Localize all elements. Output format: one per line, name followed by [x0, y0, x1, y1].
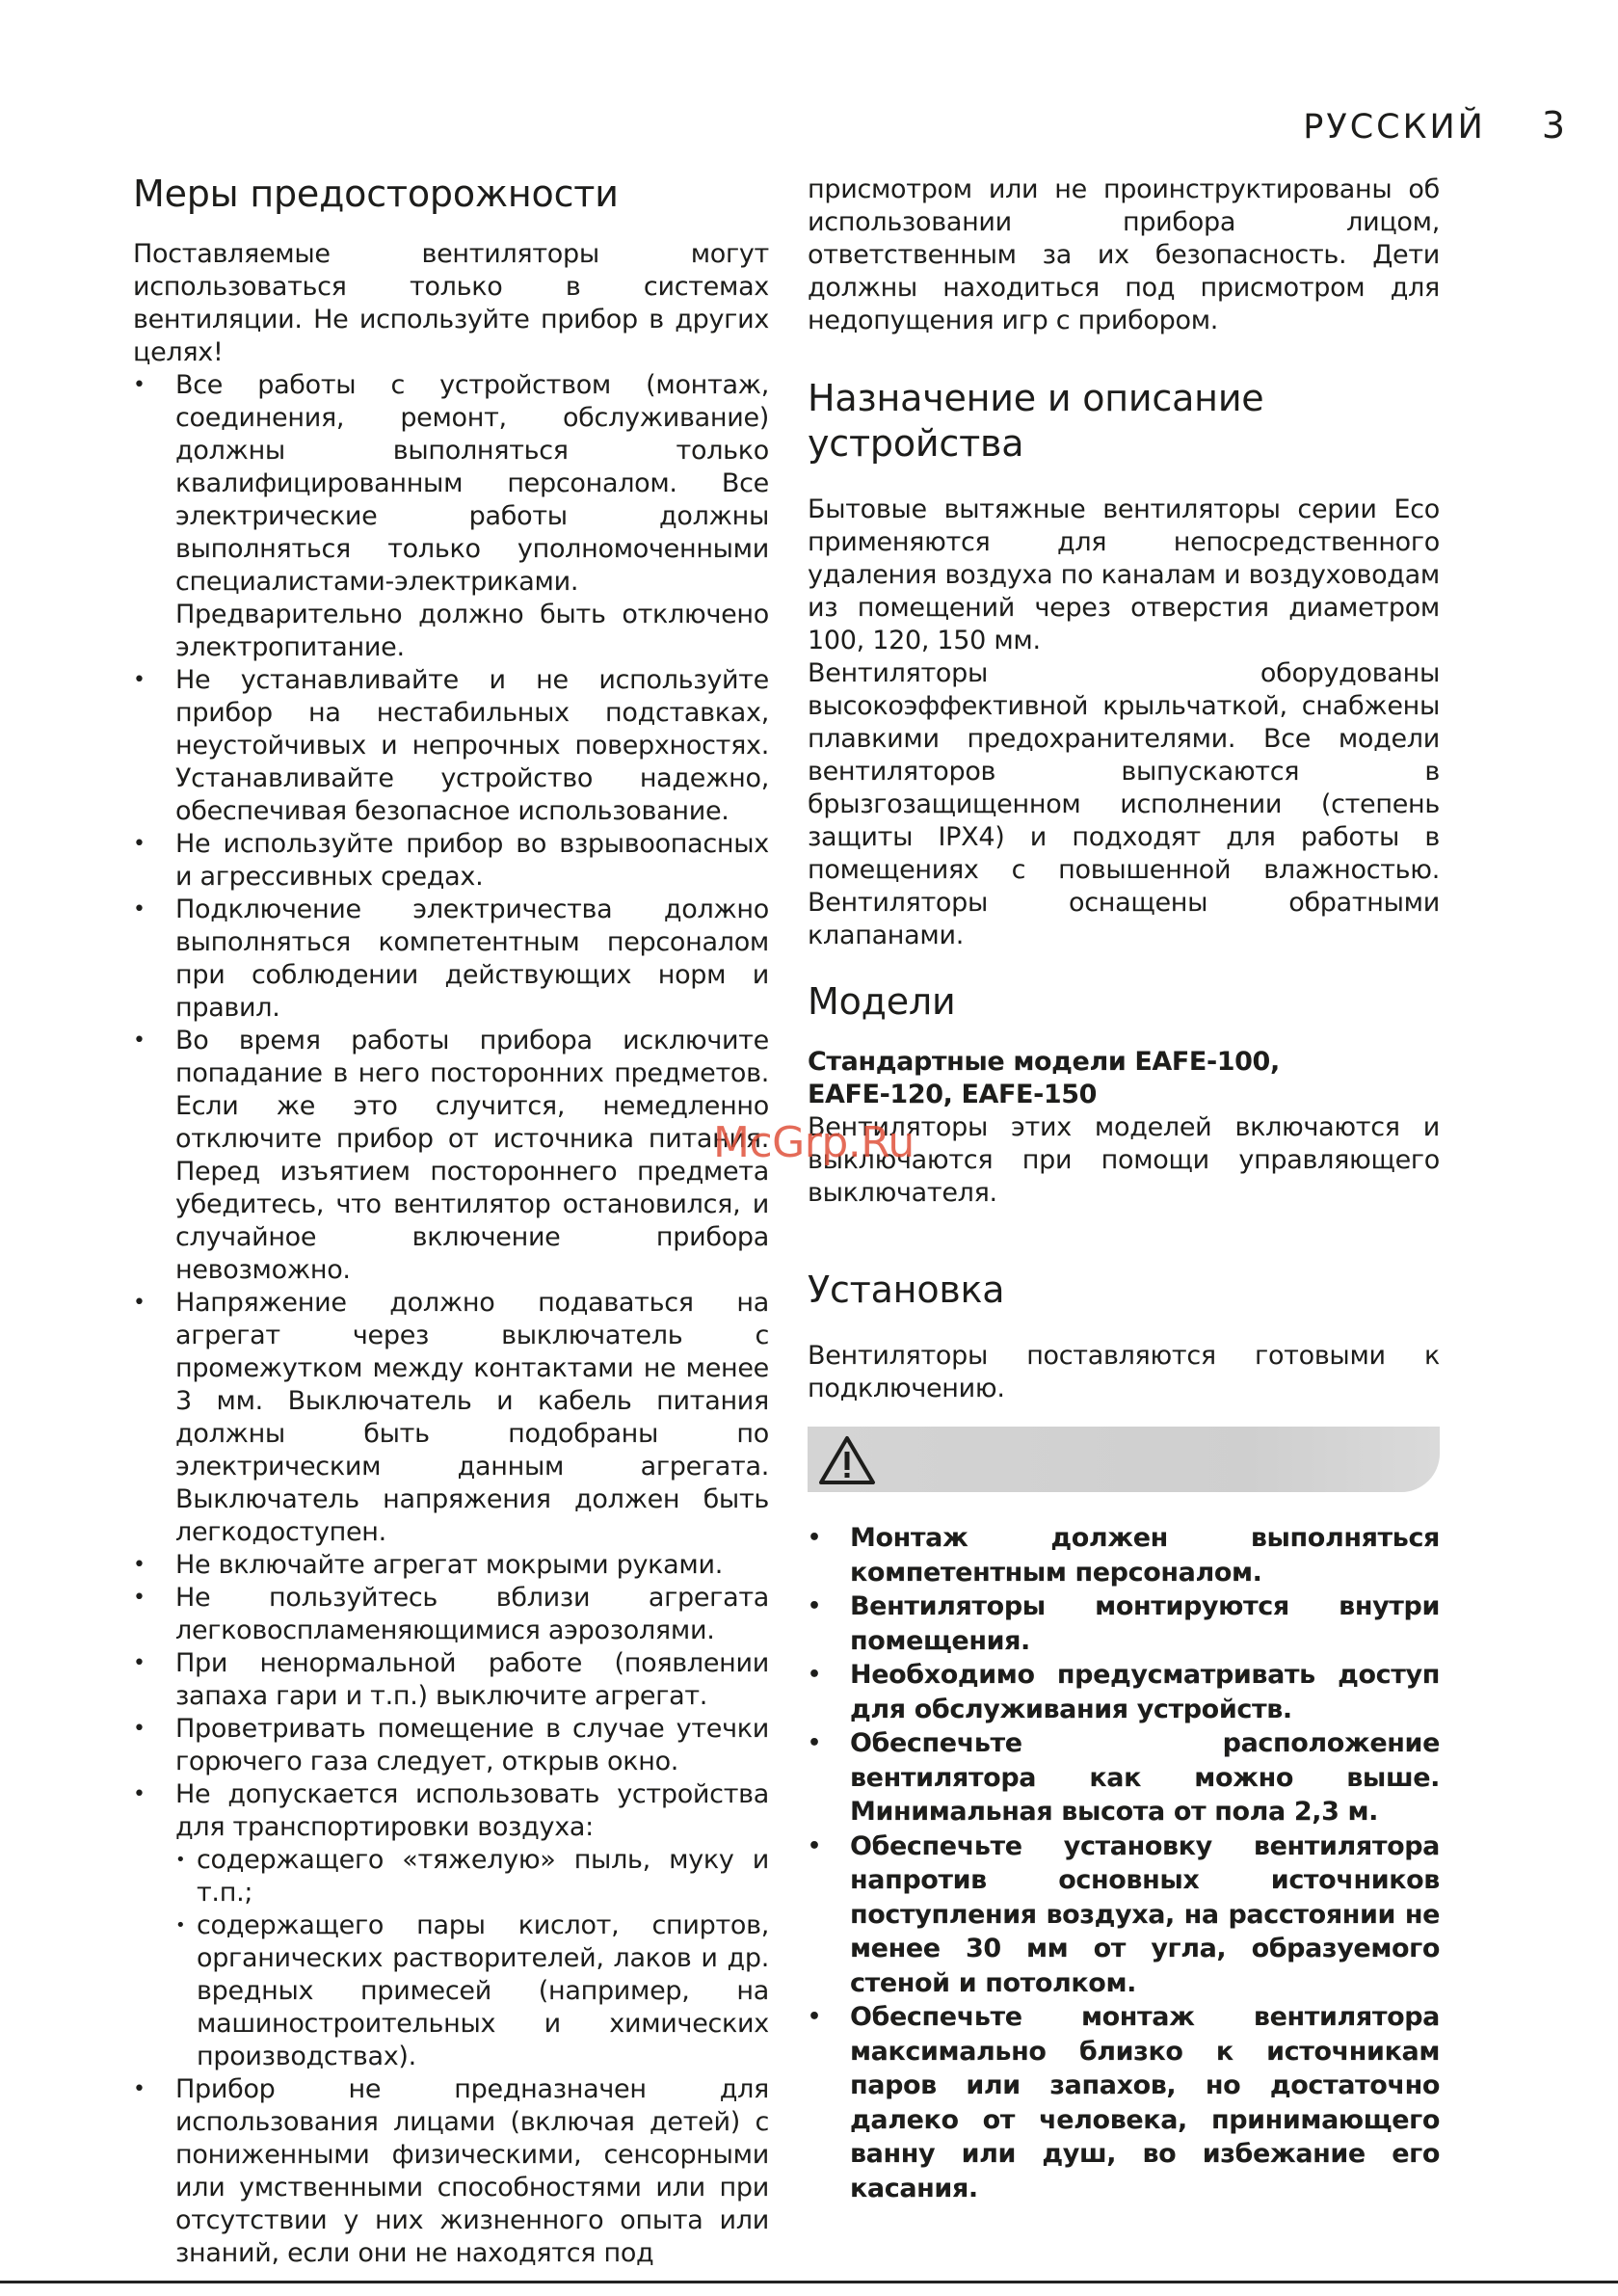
sub-list-item: • содержащего пары кислот, спиртов, органических растворителей, лаков и др. вредных примесей (например, на машиностроительных и химических производствах). — [175, 1909, 769, 2073]
list-item: • Во время работы прибора исключите попадание в него посторонних предметов. Если же это случится, немедленно отключите прибор от источника питания. Перед изъятием постороннего предмета убедитесь, что вентилятор остановился, и случайное включение прибора невозможно. — [133, 1025, 769, 1287]
purpose-paragraph-2: Вентиляторы оборудованы высокоэффективной крыльчаткой, снабжены плавкими предохранителями. Все модели вентиляторов выпускаются в брызгозащищенном исполнении (степень защиты IPX4) и подходят для работы в помещениях с повышенной влажностью. Вентиляторы оснащены обратными клапанами. — [808, 658, 1440, 950]
installation-title: Установка — [808, 1268, 1005, 1311]
installation-text: Вентиляторы поставляются готовыми к подключению. — [808, 1341, 1440, 1403]
footer-divider — [0, 2281, 1618, 2283]
list-item: • Не пользуйтесь вблизи агрегата легковоспламеняющимися аэрозолями. — [133, 1582, 769, 1647]
list-item: • Обеспечьте расположение вентилятора как можно выше. Минимальная высота от пола 2,3 м. — [808, 1726, 1440, 1829]
models-subtitle: Стандартные модели EAFE-100, EAFE-120, EAFE-150 — [808, 1047, 1280, 1109]
left-column — [133, 172, 769, 2270]
list-item: • Вентиляторы монтируются внутри помещения. — [808, 1589, 1440, 1658]
list-item: • Подключение электричества должно выполняться компетентным персоналом при соблюдении действующих норм и правил. — [133, 894, 769, 1025]
list-item: • Не устанавливайте и не используйте прибор на нестабильных подставках, неустойчивых и непрочных поверхностях. Устанавливайте устройство надежно, обеспечивая безопасное использование. — [133, 664, 769, 828]
list-item: • Все работы с устройством (монтаж, соединения, ремонт, обслуживание) должны выполняться только квалифицированным персоналом. Все электрические работы должны выполняться только уполномоченными специалистами-электриками. Предварительно должно быть отключено электропитание. — [133, 369, 769, 664]
list-item: • Не включайте агрегат мокрыми руками. — [133, 1549, 769, 1582]
list-item: • Не используйте прибор во взрывоопасных и агрессивных средах. — [133, 828, 769, 894]
list-item: • Проветривать помещение в случае утечки горючего газа следует, открыв окно. — [133, 1713, 769, 1778]
models-title: Модели — [808, 980, 956, 1023]
watermark: McGrp.Ru — [713, 1118, 915, 1167]
warning-triangle-icon — [817, 1434, 877, 1486]
list-item: • Обеспечьте монтаж вентилятора максимально близко к источникам паров или запахов, но достаточно далеко от человека, принимающего ванну или душ, во избежание его касания. — [808, 2000, 1440, 2205]
page-header — [1303, 104, 1565, 147]
page-number: 3 — [1541, 104, 1565, 147]
language-label: РУССКИЙ — [1303, 108, 1486, 147]
installation-list — [808, 1521, 1440, 2205]
list-item: • Необходимо предусматривать доступ для обслуживания устройств. — [808, 1658, 1440, 1726]
list-item: • Напряжение должно подаваться на агрегат через выключатель с промежутком между контактами не менее 3 мм. Выключатель и кабель питания должны быть подобраны по электрическим данным агрегата. Выключатель напряжения должен быть легкодоступен. — [133, 1287, 769, 1549]
list-item: • Обеспечьте установку вентилятора напротив основных источников поступления воздуха, на расстоянии не менее 30 мм от угла, образуемого стеной и потолком. — [808, 1829, 1440, 2001]
list-item: • Прибор не предназначен для использования лицами (включая детей) с пониженными физическими, сенсорными или умственными способностями или при отсутствии у них жизненного опыта или знаний, если они не находятся под — [133, 2073, 769, 2270]
sub-list-item: • содержащего «тяжелую» пыль, муку и т.п.; — [175, 1844, 769, 1909]
list-item: • При ненормальной работе (появлении запаха гари и т.п.) выключите агрегат. — [133, 1647, 769, 1713]
list-item-transport — [133, 1778, 769, 2073]
purpose-title: Назначение и описание устройства — [808, 377, 1264, 465]
precautions-title: Меры предосторожности — [133, 173, 619, 215]
right-column — [808, 174, 1440, 2205]
warning-bar — [808, 1427, 1440, 1492]
transport-sublist — [175, 1844, 769, 2073]
list-item: • Монтаж должен выполняться компетентным персоналом. — [808, 1521, 1440, 1589]
models-text: Вентиляторы этих моделей включаются и выключаются при помощи управляющего выключателя. — [808, 1112, 1440, 1208]
continuation-text: присмотром или не проинструктированы об использовании прибора лицом, ответственным за их безопасность. Дети должны находиться под присмотром для недопущения игр с прибором. — [808, 174, 1440, 335]
transport-text: Не допускается использовать устройства для транспортировки воздуха: — [175, 1779, 769, 1842]
precautions-intro: Поставляемые вентиляторы могут использоваться только в системах вентиляции. Не используйте прибор в других целях! — [133, 239, 769, 367]
purpose-paragraph-1: Бытовые вытяжные вентиляторы серии Eco применяются для непосредственного удаления воздуха по каналам и воздуховодам из помещений через отверстия диаметром 100, 120, 150 мм. — [808, 494, 1440, 655]
precautions-list — [133, 369, 769, 2270]
